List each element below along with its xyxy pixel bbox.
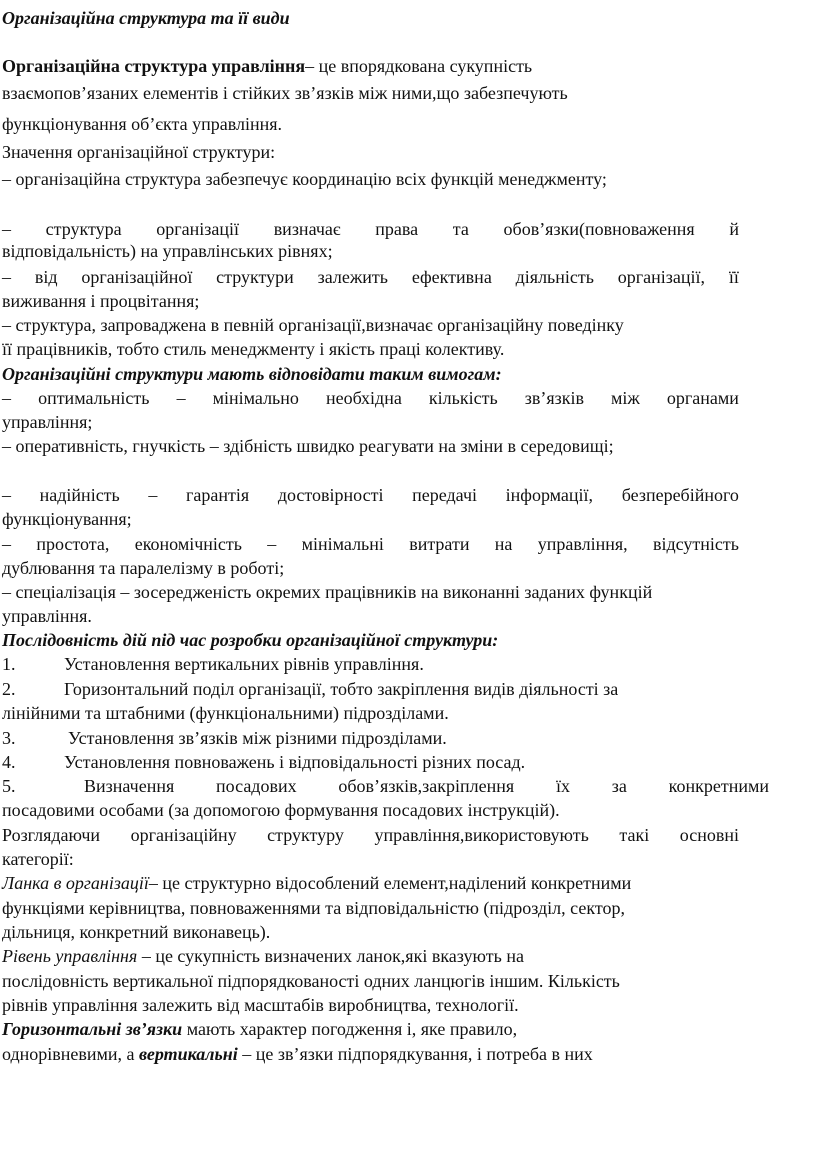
horizontal-line-2 — [2, 1043, 593, 1065]
word: – — [2, 485, 11, 505]
horizontal-text-2a: однорівневими, а — [2, 1044, 140, 1064]
word: організації, — [617, 267, 706, 287]
word: структури — [216, 267, 294, 287]
horizontal-text: мають характер погодження і, яке правило, — [182, 1019, 518, 1039]
word: на — [494, 534, 513, 554]
word: ефективна — [411, 267, 492, 287]
word: – — [176, 388, 186, 408]
horizontal-term: Горизонтальні зв’язки — [2, 1019, 183, 1039]
requirement-5-line-1: – спеціалізація – зосередженість окремих працівників на виконанні заданих функцій — [2, 582, 653, 602]
word: й — [729, 219, 739, 239]
requirements-heading: Організаційні структури мають відповідати таким вимогам: — [2, 364, 502, 384]
word: визначає — [273, 219, 341, 239]
word: структуру — [267, 825, 344, 845]
sequence-item-3 — [2, 727, 447, 749]
word: необхідна — [325, 388, 402, 408]
justified-line — [2, 484, 739, 506]
sequence-item-5-line-1 — [2, 775, 769, 797]
word: зв’язків — [524, 388, 584, 408]
link-term: Ланка в організації — [2, 873, 149, 893]
word: від — [34, 267, 58, 287]
word: мінімально — [212, 388, 299, 408]
sequence-number: 4. — [2, 752, 16, 772]
word: достовірності — [277, 485, 384, 505]
horizontal-text-2b: – це зв’язки підпорядкування, і потреба в них — [237, 1044, 593, 1064]
word: Розглядаючи — [2, 825, 100, 845]
significance-item-4-line-1: – структура, запроваджена в певній організації,визначає організаційну поведінку — [2, 315, 624, 335]
justified-line — [2, 387, 739, 409]
word: конкретними — [668, 776, 769, 796]
word: – — [148, 485, 158, 505]
word: кількість — [428, 388, 498, 408]
justified-line — [2, 775, 769, 797]
definition-term: Організаційна структура управління — [2, 56, 306, 76]
definition-text: – це впорядкована сукупність — [305, 56, 533, 76]
word: управління, — [537, 534, 628, 554]
word: залежить — [317, 267, 388, 287]
categories-line-1 — [2, 824, 739, 846]
word: обов’язки(повноваження — [503, 219, 695, 239]
link-line-1 — [2, 872, 631, 894]
sequence-item-2-line-1 — [2, 678, 618, 700]
justified-line — [2, 266, 739, 288]
sequence-item-1 — [2, 653, 424, 675]
significance-item-4-line-2: її працівників, тобто стиль менеджменту і якість праці колективу. — [2, 339, 505, 359]
significance-item-3-line-2: виживання і процвітання; — [2, 291, 200, 311]
word: економічність — [134, 534, 242, 554]
requirement-2: – оперативність, гнучкість – здібність швидко реагувати на зміни в середовищі; — [2, 436, 614, 456]
word: організаційну — [130, 825, 237, 845]
word: Визначення — [84, 776, 175, 796]
word: її — [728, 267, 739, 287]
word: витрати — [409, 534, 470, 554]
word: організації — [156, 219, 240, 239]
significance-heading: Значення організаційної структури: — [2, 142, 276, 162]
doc-title: Організаційна структура та її види — [2, 8, 290, 28]
significance-item-2-line-1 — [2, 218, 739, 240]
justified-line — [2, 824, 739, 846]
word: передачі — [412, 485, 477, 505]
word: основні — [679, 825, 739, 845]
word: мінімальні — [301, 534, 384, 554]
link-line-2: функціями керівництва, повноваженнями та відповідальністю (підрозділ, сектор, — [2, 898, 625, 918]
word: організаційної — [81, 267, 193, 287]
link-text: – це структурно відособлений елемент,наділений конкретними — [148, 873, 632, 893]
word: оптимальність — [38, 388, 150, 408]
definition-line-1 — [2, 55, 532, 77]
sequence-number: 5. — [2, 776, 16, 796]
word: посадових — [216, 776, 297, 796]
word: – — [2, 388, 11, 408]
requirement-4-line-2: дублювання та паралелізму в роботі; — [2, 558, 285, 578]
word: відсутність — [653, 534, 739, 554]
word: їх — [555, 776, 570, 796]
requirement-4-line-1 — [2, 533, 739, 555]
sequence-number: 2. — [2, 679, 16, 699]
requirement-5-line-2: управління. — [2, 606, 92, 626]
sequence-item-4 — [2, 751, 525, 773]
word: структура — [45, 219, 122, 239]
requirement-1-line-1 — [2, 387, 739, 409]
word: обов’язків,закріплення — [338, 776, 515, 796]
link-line-3: дільниця, конкретний виконавець). — [2, 922, 271, 942]
word: простота, — [36, 534, 110, 554]
significance-item-2-line-2: відповідальність) на управлінських рівнях; — [2, 241, 333, 261]
requirement-1-line-2: управління; — [2, 412, 93, 432]
sequence-text — [84, 775, 769, 797]
word: – — [267, 534, 277, 554]
word: між — [611, 388, 640, 408]
word: діяльність — [515, 267, 594, 287]
categories-line-2: категорії: — [2, 849, 74, 869]
word: такі — [619, 825, 650, 845]
level-line-2: послідовність вертикальної підпорядкованості одних ланцюгів іншим. Кількість — [2, 971, 620, 991]
word: – — [2, 219, 11, 239]
word: органами — [666, 388, 739, 408]
sequence-number: 1. — [2, 654, 16, 674]
requirement-3-line-2: функціонування; — [2, 509, 132, 529]
word: надійність — [39, 485, 120, 505]
level-term: Рівень управління — [2, 946, 138, 966]
definition-line-3: функціонування об’єкта управління. — [2, 114, 283, 134]
horizontal-line-1 — [2, 1018, 517, 1040]
vertical-term: вертикальні — [139, 1044, 238, 1064]
definition-line-2: взаємопов’язаних елементів і стійких зв’язків між ними,що забезпечують — [2, 83, 568, 103]
sequence-number: 3. — [2, 728, 16, 748]
word: – — [2, 534, 11, 554]
level-text: – це сукупність визначених ланок,які вказують на — [137, 946, 524, 966]
word: права — [375, 219, 419, 239]
word: за — [611, 776, 627, 796]
requirement-3-line-1 — [2, 484, 739, 506]
sequence-heading: Послідовність дій під час розробки організаційної структури: — [2, 630, 499, 650]
sequence-text: Горизонтальний поділ організації, тобто закріплення видів діяльності за — [64, 679, 619, 699]
word: – — [2, 267, 11, 287]
significance-item-3-line-1 — [2, 266, 739, 288]
significance-item-1: – організаційна структура забезпечує координацію всіх функцій менеджменту; — [2, 169, 607, 189]
word: інформації, — [505, 485, 594, 505]
level-line-1 — [2, 945, 524, 967]
sequence-text: Установлення зв’язків між різними підрозділами. — [68, 728, 447, 748]
sequence-text: Установлення вертикальних рівнів управління. — [64, 654, 424, 674]
justified-line — [2, 218, 739, 240]
sequence-text: Установлення повноважень і відповідальності різних посад. — [64, 752, 526, 772]
sequence-item-5-line-2: посадовими особами (за допомогою формування посадових інструкцій). — [2, 800, 560, 820]
word: та — [452, 219, 469, 239]
level-line-3: рівнів управління залежить від масштабів виробництва, технології. — [2, 995, 519, 1015]
justified-line — [2, 533, 739, 555]
word: безперебійного — [621, 485, 739, 505]
sequence-item-2-line-2: лінійними та штабними (функціональними) підрозділами. — [2, 703, 449, 723]
word: гарантія — [186, 485, 250, 505]
word: управління,використовують — [374, 825, 589, 845]
